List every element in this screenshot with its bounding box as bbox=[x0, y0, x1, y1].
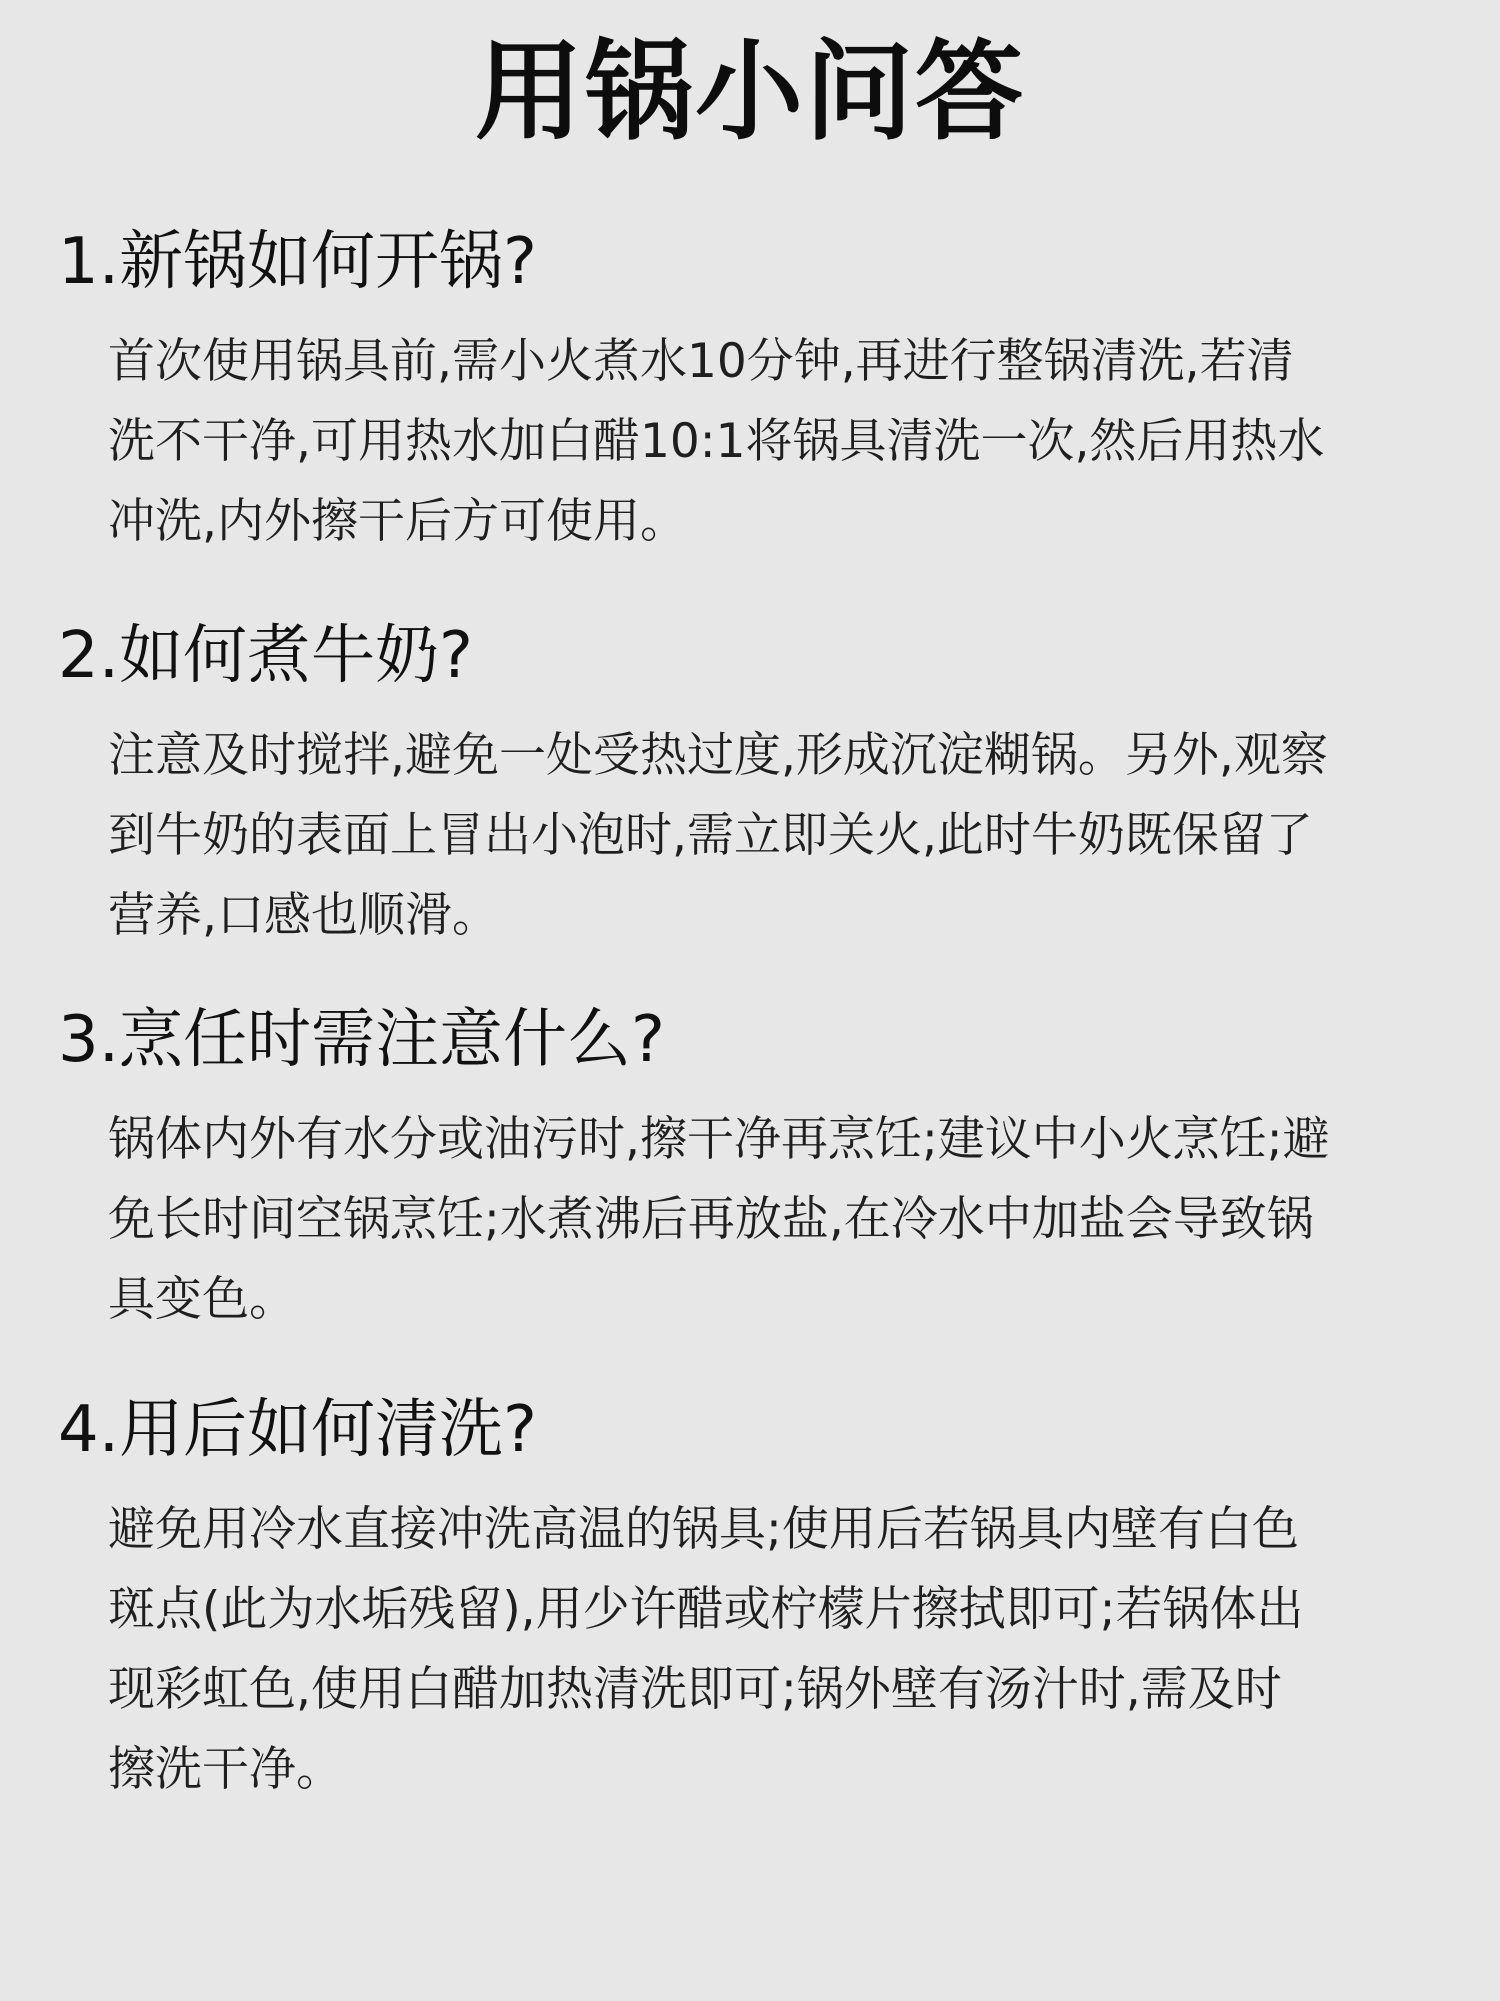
answer-4-line-4: 擦洗干净。 bbox=[108, 1742, 343, 1797]
question-4: 4.用后如何清洗? bbox=[58, 1393, 538, 1467]
answer-4-line-1: 避免用冷水直接冲洗高温的锅具;使用后若锅具内壁有白色 bbox=[108, 1502, 1299, 1557]
answer-3-line-3: 具变色。 bbox=[108, 1272, 296, 1327]
answer-1 bbox=[108, 322, 1428, 562]
answer-4-line-2: 斑点(此为水垢残留),用少许醋或柠檬片擦拭即可;若锅体出 bbox=[108, 1582, 1304, 1637]
answer-2-line-2: 到牛奶的表面上冒出小泡时,需立即关火,此时牛奶既保留了 bbox=[108, 808, 1313, 863]
page-title: 用锅小问答 bbox=[474, 30, 1025, 155]
question-2: 2.如何煮牛奶? bbox=[58, 619, 474, 693]
answer-4-line-3: 现彩虹色,使用白醋加热清洗即可;锅外壁有汤汁时,需及时 bbox=[108, 1662, 1282, 1717]
question-3: 3.烹任时需注意什么? bbox=[58, 1003, 666, 1077]
answer-2-line-3: 营养,口感也顺滑。 bbox=[108, 888, 499, 943]
answer-3-line-1: 锅体内外有水分或油污时,擦干净再烹饪;建议中小火烹饪;避 bbox=[108, 1112, 1330, 1167]
answer-1-line-3: 冲洗,内外擦干后方可使用。 bbox=[108, 494, 687, 549]
answer-3 bbox=[108, 1100, 1428, 1340]
answer-1-line-2: 洗不干净,可用热水加白醋10:1将锅具清洗一次,然后用热水 bbox=[108, 414, 1325, 469]
answer-1-line-1: 首次使用锅具前,需小火煮水10分钟,再进行整锅清洗,若清 bbox=[108, 334, 1294, 389]
answer-4 bbox=[108, 1490, 1428, 1810]
question-1: 1.新锅如何开锅? bbox=[58, 225, 538, 299]
answer-2-line-1: 注意及时搅拌,避免一处受热过度,形成沉淀糊锅。另外,观察 bbox=[108, 728, 1328, 783]
answer-3-line-2: 免长时间空锅烹饪;水煮沸后再放盐,在冷水中加盐会导致锅 bbox=[108, 1192, 1314, 1247]
answer-2 bbox=[108, 716, 1428, 956]
